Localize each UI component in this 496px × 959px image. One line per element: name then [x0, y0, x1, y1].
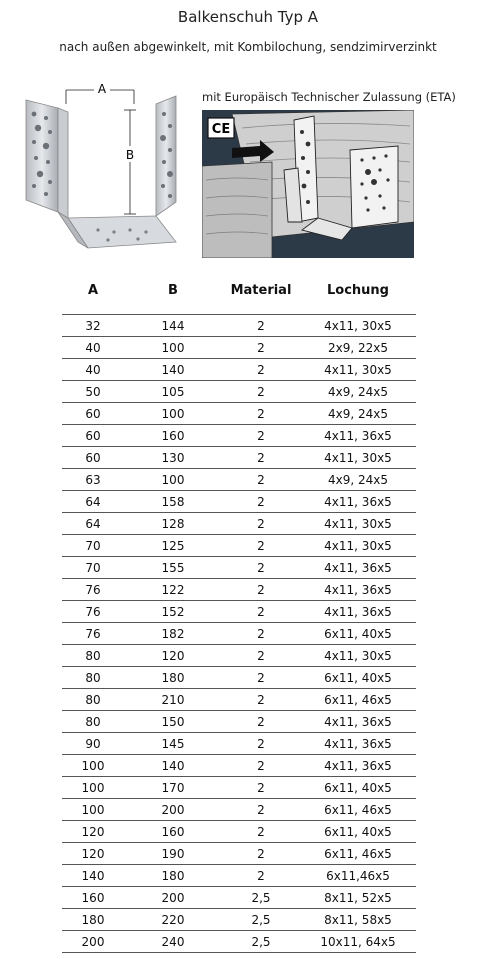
- dimension-a-label: A: [97, 82, 107, 96]
- table-row: [62, 689, 416, 711]
- cell-a: 80: [62, 667, 124, 689]
- table-header-row: [62, 276, 416, 304]
- column-header-material: Material: [230, 282, 292, 298]
- eta-note: mit Europäisch Technischer Zulassung (ETA): [202, 90, 456, 104]
- cell-b: 182: [124, 623, 222, 645]
- cell-lochung: 8x11, 58x5: [300, 909, 416, 931]
- cell-a: 80: [62, 711, 124, 733]
- cell-material: 2: [222, 447, 300, 469]
- table-row: [62, 469, 416, 491]
- cell-a: 200: [62, 931, 124, 953]
- cell-material: 2: [222, 381, 300, 403]
- installation-illustration: [202, 110, 414, 258]
- cell-lochung: 4x9, 24x5: [300, 381, 416, 403]
- cell-a: 40: [62, 359, 124, 381]
- cell-a: 40: [62, 337, 124, 359]
- cell-b: 125: [124, 535, 222, 557]
- cell-material: 2: [222, 315, 300, 337]
- cell-a: 76: [62, 601, 124, 623]
- cell-lochung: 6x11, 40x5: [300, 777, 416, 799]
- table-row: [62, 711, 416, 733]
- cell-b: 144: [124, 315, 222, 337]
- cell-lochung: 4x11, 36x5: [300, 711, 416, 733]
- cell-lochung: 4x11, 30x5: [300, 359, 416, 381]
- cell-a: 76: [62, 579, 124, 601]
- column-header-a: A: [87, 282, 99, 298]
- joist-hanger-illustration: [18, 82, 188, 257]
- cell-lochung: 6x11, 40x5: [300, 623, 416, 645]
- table-row: [62, 865, 416, 887]
- cell-b: 190: [124, 843, 222, 865]
- cell-lochung: 4x11, 36x5: [300, 557, 416, 579]
- cell-b: 158: [124, 491, 222, 513]
- cell-material: 2: [222, 535, 300, 557]
- cell-b: 200: [124, 799, 222, 821]
- cell-material: 2,5: [222, 931, 300, 953]
- table-body: [62, 315, 416, 953]
- cell-b: 122: [124, 579, 222, 601]
- cell-lochung: 4x11, 36x5: [300, 425, 416, 447]
- cell-b: 100: [124, 403, 222, 425]
- cell-a: 64: [62, 513, 124, 535]
- cell-lochung: 4x11, 36x5: [300, 755, 416, 777]
- table-row: [62, 931, 416, 953]
- cell-lochung: 4x9, 24x5: [300, 403, 416, 425]
- cell-material: 2: [222, 667, 300, 689]
- column-header-b: B: [168, 282, 178, 298]
- ce-mark: CE: [211, 122, 231, 137]
- cell-lochung: 6x11, 40x5: [300, 821, 416, 843]
- cell-lochung: 4x11, 36x5: [300, 579, 416, 601]
- cell-material: 2: [222, 601, 300, 623]
- cell-b: 120: [124, 645, 222, 667]
- cell-b: 170: [124, 777, 222, 799]
- cell-lochung: 6x11, 46x5: [300, 689, 416, 711]
- cell-material: 2: [222, 557, 300, 579]
- table-row: [62, 315, 416, 337]
- cell-a: 60: [62, 447, 124, 469]
- table-row: [62, 667, 416, 689]
- cell-b: 180: [124, 865, 222, 887]
- cell-a: 70: [62, 535, 124, 557]
- cell-a: 140: [62, 865, 124, 887]
- cell-lochung: 8x11, 52x5: [300, 887, 416, 909]
- cell-material: 2: [222, 623, 300, 645]
- cell-material: 2: [222, 579, 300, 601]
- table-row: [62, 821, 416, 843]
- table-row: [62, 887, 416, 909]
- cell-material: 2: [222, 799, 300, 821]
- cell-lochung: 4x11, 36x5: [300, 491, 416, 513]
- cell-b: 240: [124, 931, 222, 953]
- cell-material: 2: [222, 689, 300, 711]
- table-row: [62, 557, 416, 579]
- cell-material: 2: [222, 821, 300, 843]
- table-row: [62, 425, 416, 447]
- table-row: [62, 623, 416, 645]
- cell-lochung: 6x11, 46x5: [300, 843, 416, 865]
- cell-lochung: 4x11, 30x5: [300, 513, 416, 535]
- cell-material: 2: [222, 469, 300, 491]
- cell-lochung: 4x11, 36x5: [300, 733, 416, 755]
- table-row: [62, 579, 416, 601]
- cell-lochung: 6x11, 40x5: [300, 667, 416, 689]
- cell-b: 145: [124, 733, 222, 755]
- cell-lochung: 4x9, 24x5: [300, 469, 416, 491]
- cell-a: 100: [62, 777, 124, 799]
- cell-b: 150: [124, 711, 222, 733]
- cell-b: 160: [124, 425, 222, 447]
- cell-a: 63: [62, 469, 124, 491]
- cell-material: 2: [222, 733, 300, 755]
- cell-a: 120: [62, 821, 124, 843]
- dimension-b-label: B: [125, 148, 135, 162]
- cell-a: 100: [62, 799, 124, 821]
- cell-material: 2: [222, 403, 300, 425]
- cell-lochung: 2x9, 22x5: [300, 337, 416, 359]
- table-row: [62, 645, 416, 667]
- table-row: [62, 799, 416, 821]
- cell-material: 2: [222, 513, 300, 535]
- cell-a: 80: [62, 645, 124, 667]
- table-row: [62, 337, 416, 359]
- cell-b: 140: [124, 755, 222, 777]
- cell-lochung: 6x11, 46x5: [300, 799, 416, 821]
- table-row: [62, 909, 416, 931]
- table-row: [62, 733, 416, 755]
- cell-b: 100: [124, 469, 222, 491]
- cell-a: 60: [62, 403, 124, 425]
- cell-a: 90: [62, 733, 124, 755]
- dimensions-table: [62, 276, 416, 953]
- table-row: [62, 843, 416, 865]
- cell-b: 152: [124, 601, 222, 623]
- cell-a: 160: [62, 887, 124, 909]
- table-row: [62, 601, 416, 623]
- cell-a: 70: [62, 557, 124, 579]
- table-row: [62, 359, 416, 381]
- cell-lochung: 4x11, 30x5: [300, 645, 416, 667]
- table-row: [62, 755, 416, 777]
- cell-material: 2: [222, 711, 300, 733]
- cell-b: 128: [124, 513, 222, 535]
- cell-material: 2: [222, 865, 300, 887]
- cell-a: 80: [62, 689, 124, 711]
- cell-a: 50: [62, 381, 124, 403]
- cell-a: 76: [62, 623, 124, 645]
- cell-material: 2: [222, 491, 300, 513]
- page-subtitle: nach außen abgewinkelt, mit Kombilochung, sendzimirverzinkt: [59, 40, 437, 54]
- table-row: [62, 381, 416, 403]
- cell-material: 2: [222, 777, 300, 799]
- cell-a: 60: [62, 425, 124, 447]
- cell-material: 2,5: [222, 909, 300, 931]
- table-row: [62, 447, 416, 469]
- cell-material: 2: [222, 425, 300, 447]
- cell-lochung: 4x11, 36x5: [300, 601, 416, 623]
- cell-material: 2: [222, 645, 300, 667]
- cell-a: 64: [62, 491, 124, 513]
- column-header-lochung: Lochung: [327, 282, 389, 298]
- table-row: [62, 535, 416, 557]
- cell-lochung: 4x11, 30x5: [300, 447, 416, 469]
- cell-b: 100: [124, 337, 222, 359]
- cell-b: 140: [124, 359, 222, 381]
- cell-material: 2: [222, 359, 300, 381]
- cell-b: 210: [124, 689, 222, 711]
- table-row: [62, 513, 416, 535]
- cell-a: 32: [62, 315, 124, 337]
- table-row: [62, 491, 416, 513]
- cell-b: 180: [124, 667, 222, 689]
- cell-lochung: 6x11,46x5: [300, 865, 416, 887]
- cell-lochung: 10x11, 64x5: [300, 931, 416, 953]
- table-row: [62, 403, 416, 425]
- cell-b: 160: [124, 821, 222, 843]
- cell-b: 130: [124, 447, 222, 469]
- cell-b: 200: [124, 887, 222, 909]
- cell-material: 2: [222, 755, 300, 777]
- cell-b: 105: [124, 381, 222, 403]
- cell-lochung: 4x11, 30x5: [300, 535, 416, 557]
- cell-a: 180: [62, 909, 124, 931]
- cell-a: 120: [62, 843, 124, 865]
- table-row: [62, 777, 416, 799]
- cell-material: 2,5: [222, 887, 300, 909]
- cell-b: 155: [124, 557, 222, 579]
- cell-b: 220: [124, 909, 222, 931]
- cell-material: 2: [222, 337, 300, 359]
- cell-lochung: 4x11, 30x5: [300, 315, 416, 337]
- cell-material: 2: [222, 843, 300, 865]
- page-title: Balkenschuh Typ A: [177, 8, 319, 26]
- cell-a: 100: [62, 755, 124, 777]
